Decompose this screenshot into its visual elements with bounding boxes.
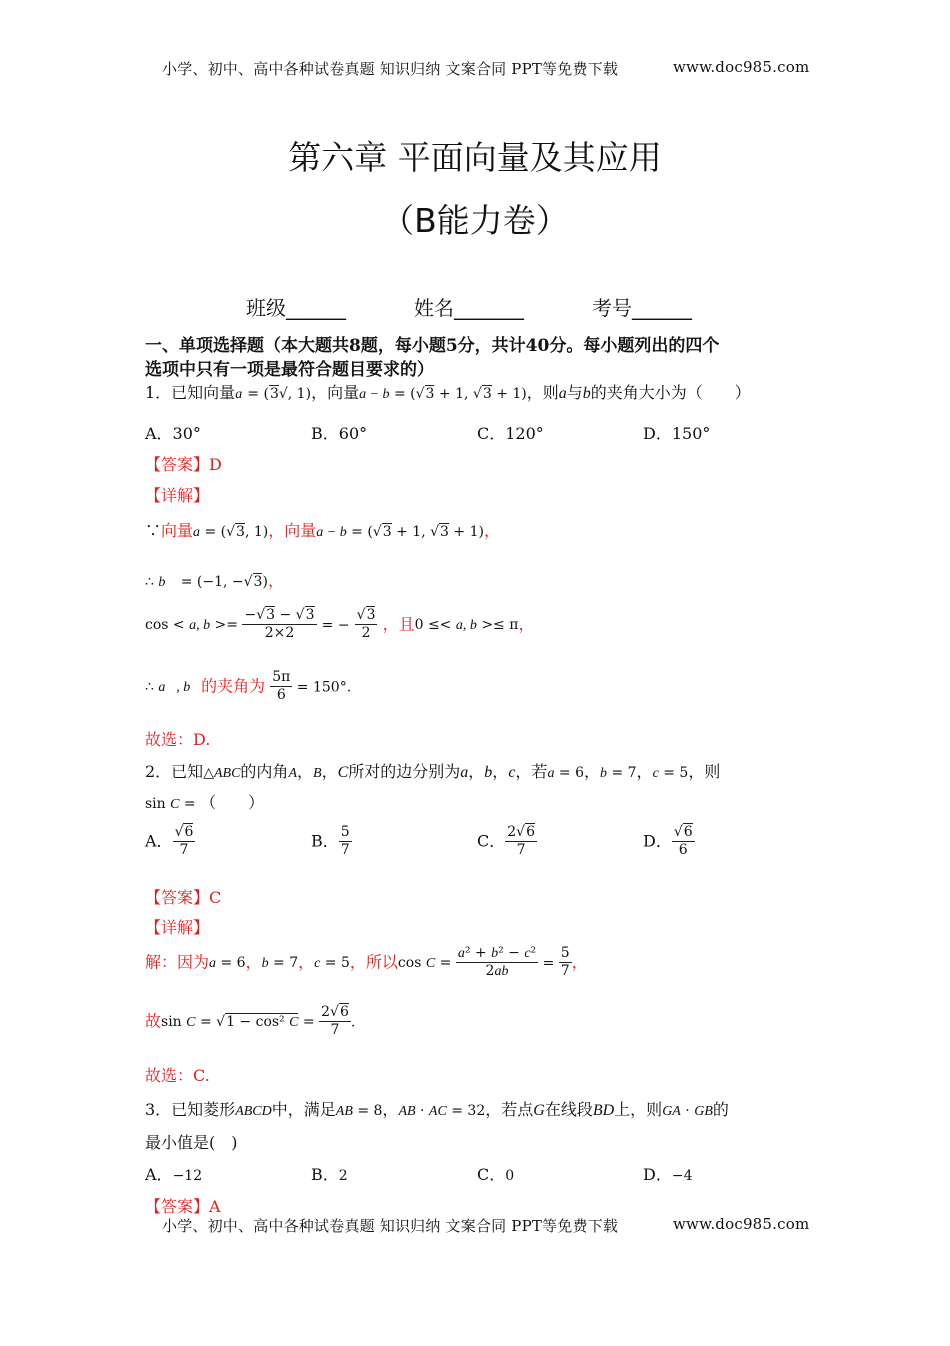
q3-answer: 【答案】A — [145, 1197, 221, 1216]
number-field: 考号______ — [592, 296, 692, 320]
q3-option-a: A．−12 — [145, 1165, 203, 1184]
section-heading-line2: 选项中只有一项是最符合题目要求的） — [145, 360, 434, 380]
footer-site: www.doc985.com — [673, 1215, 810, 1233]
q1-option-c: C．120° — [477, 424, 544, 443]
q2-option-d: D． $\frac{√6}{6}$ — [643, 824, 693, 859]
q2-option-c: C． $\frac{2√6}{7}$ — [477, 824, 535, 859]
q1-solution-line4: ∴ a⃗, b⃗的夹角为 $\frac{5\pi}{6}$ = 150°. — [145, 669, 352, 704]
q2-stem-line1: 2．已知△ABC的内角A，B，C所对的边分别为a，b，c，若a = 6，b = 7，c = 5，则 — [145, 762, 721, 781]
footer-text: 小学、初中、高中各种试卷真题 知识归纳 文案合同 PPT等免费下载 — [162, 1217, 619, 1235]
page-title: 第六章 平面向量及其应用 — [288, 138, 662, 177]
q1-option-d: D．150° — [643, 424, 711, 443]
name-field: 姓名_______ — [414, 296, 524, 320]
q1-choice: 故选：D. — [145, 730, 211, 749]
q2-stem-line2: sin C = （ ） — [145, 793, 265, 812]
q3-option-c: C．0 — [477, 1165, 515, 1184]
section-heading-line1: 一、单项选择题（本大题共8题，每小题5分，共计40分。每小题列出的四个 — [145, 336, 720, 356]
q3-option-b: B．2 — [311, 1165, 348, 1184]
q1-answer: 【答案】D — [145, 455, 222, 474]
q3-option-d: D．−4 — [643, 1165, 693, 1184]
q3-stem-line1: 3．已知菱形ABCD中，满足AB = 8，AB · AC = 32，若点G在线段BD上，则GA · GB的 — [145, 1100, 729, 1119]
q2-detail-label: 【详解】 — [145, 918, 210, 937]
q1-stem: 1．已知向量a = (3√, 1)，向量a − b = (√3 + 1, √3 + 1)，则a与b的夹角大小为（ ） — [145, 383, 751, 402]
q2-option-b: B． $\frac{5}{7}$ — [311, 824, 350, 859]
q2-solution-line2: 故sin C = √1 − cos² C = $\frac{2√6}{7}$ . — [145, 1004, 356, 1039]
q2-answer: 【答案】C — [145, 888, 222, 907]
q1-solution-line2: ∴ b⃗ = (−1, −√3)， — [145, 571, 284, 590]
q1-option-a: A．30° — [145, 424, 201, 443]
q1-detail-label: 【详解】 — [145, 486, 210, 505]
header-text: 小学、初中、高中各种试卷真题 知识归纳 文案合同 PPT等免费下载 — [162, 60, 619, 78]
q1-solution-line1: ∵向量a = (√3, 1)，向量a − b = (√3 + 1, √3 + 1)， — [145, 521, 500, 540]
q1-option-b: B．60° — [311, 424, 368, 443]
q3-stem-line2: 最小值是( ) — [145, 1133, 238, 1152]
q1-solution-line3: cos < a, b >= $\frac{-√3 - √3}{2\times 2}$ = − $\frac{√3}{2}$ ，且0 ≤< a, b >≤ π， — [145, 607, 535, 642]
q2-option-a: A． $\frac{√6}{7}$ — [145, 824, 194, 859]
page-subtitle: （B能力卷） — [381, 201, 569, 240]
q2-choice: 故选：C. — [145, 1066, 210, 1085]
class-field: 班级______ — [246, 296, 346, 320]
header-site: www.doc985.com — [673, 58, 810, 76]
q2-solution-line1: 解：因为a = 6，b = 7，c = 5，所以cos C = $\frac{\text{a² + b² − c²}}{2ab}$ = $\frac{5}{7}$ ， — [145, 945, 588, 980]
